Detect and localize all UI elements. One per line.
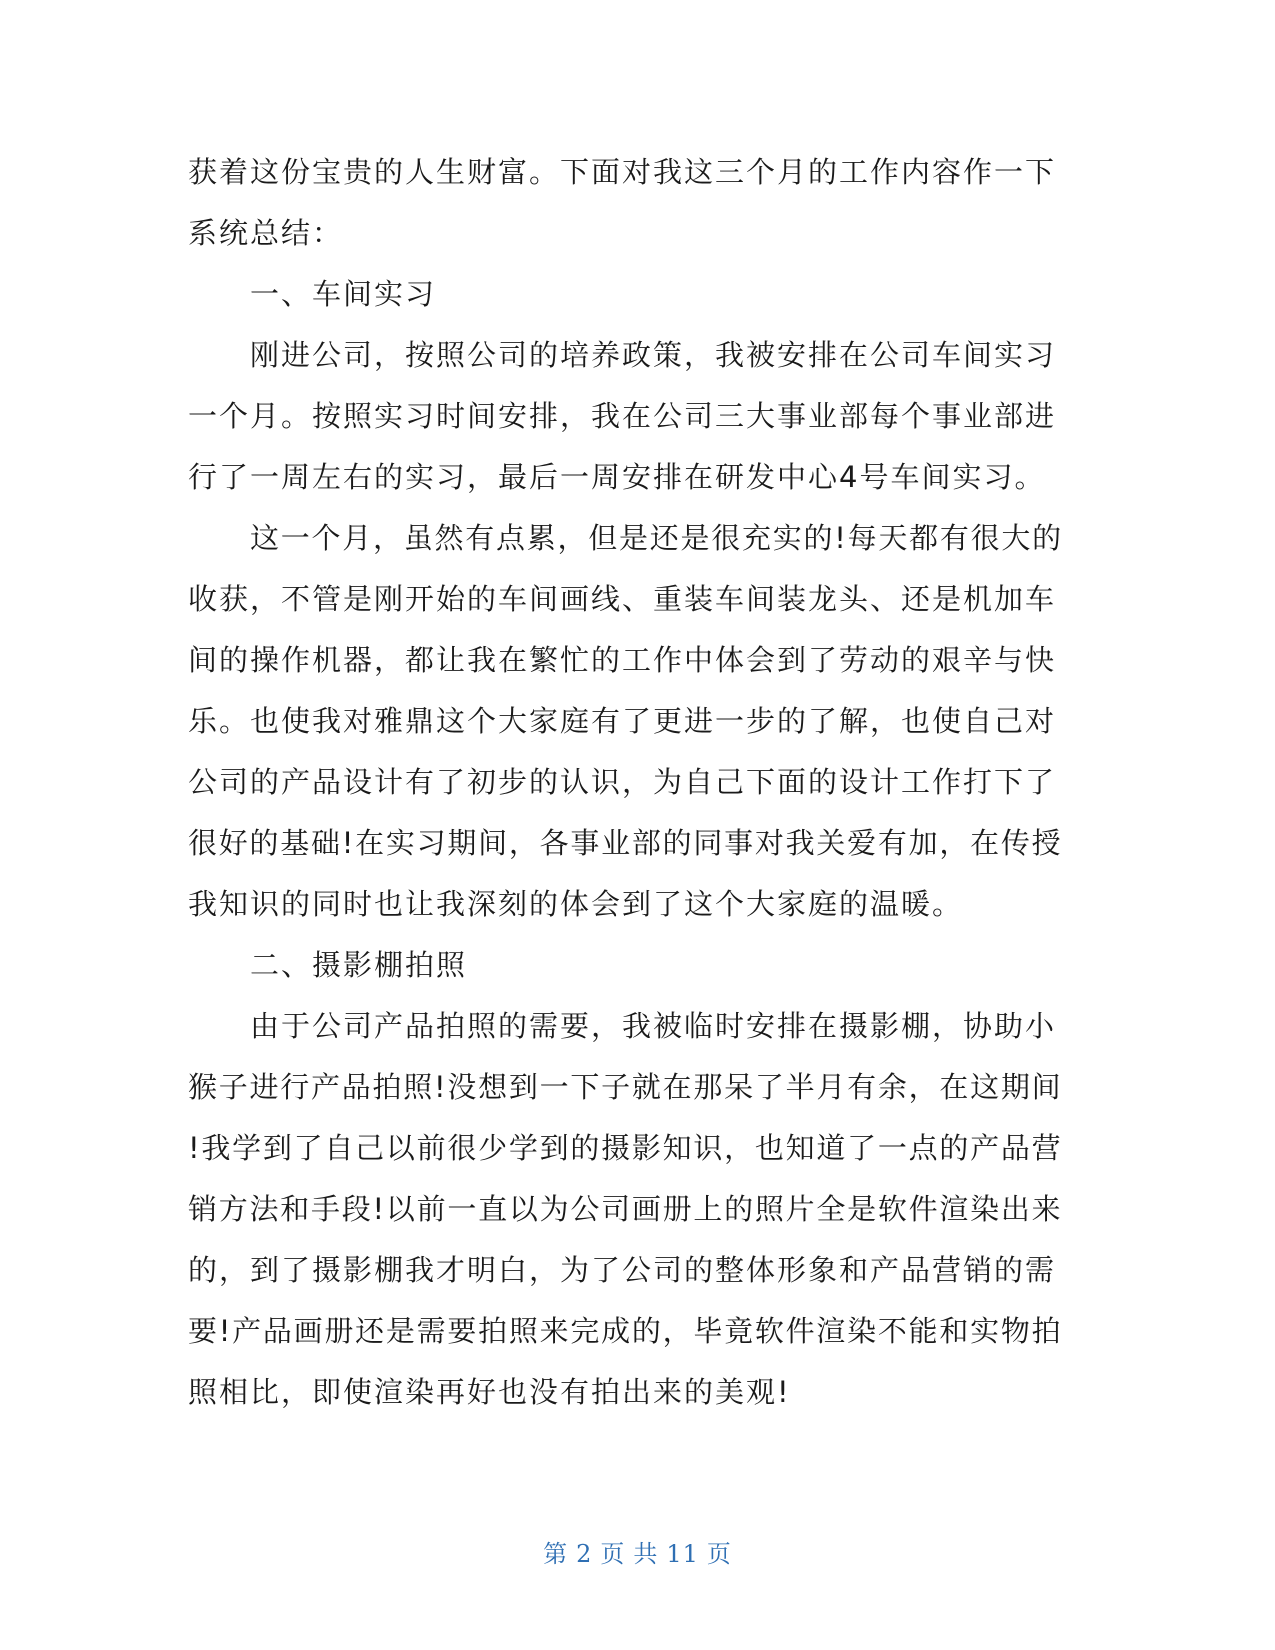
text-line: 销方法和手段!以前一直以为公司画册上的照片全是软件渲染出来 <box>188 1192 1063 1226</box>
text-line: !我学到了自己以前很少学到的摄影知识，也知道了一点的产品营 <box>188 1131 1063 1165</box>
footer-suffix: 页 <box>706 1540 732 1568</box>
section-heading: 二、摄影棚拍照 <box>250 948 468 982</box>
text-line: 这一个月，虽然有点累，但是还是很充实的!每天都有很大的 <box>250 521 1063 555</box>
text-line: 要!产品画册还是需要拍照来完成的，毕竟软件渲染不能和实物拍 <box>188 1314 1063 1348</box>
text-line: 一个月。按照实习时间安排，我在公司三大事业部每个事业部进 <box>188 399 1057 433</box>
text-line: 很好的基础!在实习期间，各事业部的同事对我关爱有加，在传授 <box>188 826 1063 860</box>
text-line: 我知识的同时也让我深刻的体会到了这个大家庭的温暖。 <box>188 887 964 921</box>
text-line: 行了一周左右的实习，最后一周安排在研发中心4号车间实习。 <box>188 460 1046 494</box>
page-footer <box>0 1534 1275 1569</box>
text-line: 猴子进行产品拍照!没想到一下子就在那呆了半月有余，在这期间 <box>188 1070 1063 1104</box>
text-line: 系统总结： <box>188 216 344 250</box>
footer-prefix: 第 <box>543 1540 569 1568</box>
text-line: 照相比，即使渲染再好也没有拍出来的美观! <box>188 1375 791 1409</box>
text-line: 的，到了摄影棚我才明白，为了公司的整体形象和产品营销的需 <box>188 1253 1057 1287</box>
footer-total-word: 共 <box>633 1540 659 1568</box>
text-line: 间的操作机器，都让我在繁忙的工作中体会到了劳动的艰辛与快 <box>188 643 1057 677</box>
footer-total-pages: 11 <box>666 1540 699 1568</box>
section-heading: 一、车间实习 <box>250 277 437 311</box>
footer-current-page: 2 <box>576 1540 593 1568</box>
footer-page-word: 页 <box>600 1540 626 1568</box>
text-line: 由于公司产品拍照的需要，我被临时安排在摄影棚，协助小 <box>250 1009 1057 1043</box>
text-line: 获着这份宝贵的人生财富。下面对我这三个月的工作内容作一下 <box>188 155 1057 189</box>
document-body <box>188 142 1068 1423</box>
text-line: 公司的产品设计有了初步的认识，为自己下面的设计工作打下了 <box>188 765 1057 799</box>
text-line: 刚进公司，按照公司的培养政策，我被安排在公司车间实习 <box>250 338 1057 372</box>
text-line: 收获，不管是刚开始的车间画线、重装车间装龙头、还是机加车 <box>188 582 1057 616</box>
text-line: 乐。也使我对雅鼎这个大家庭有了更进一步的了解，也使自己对 <box>188 704 1057 738</box>
